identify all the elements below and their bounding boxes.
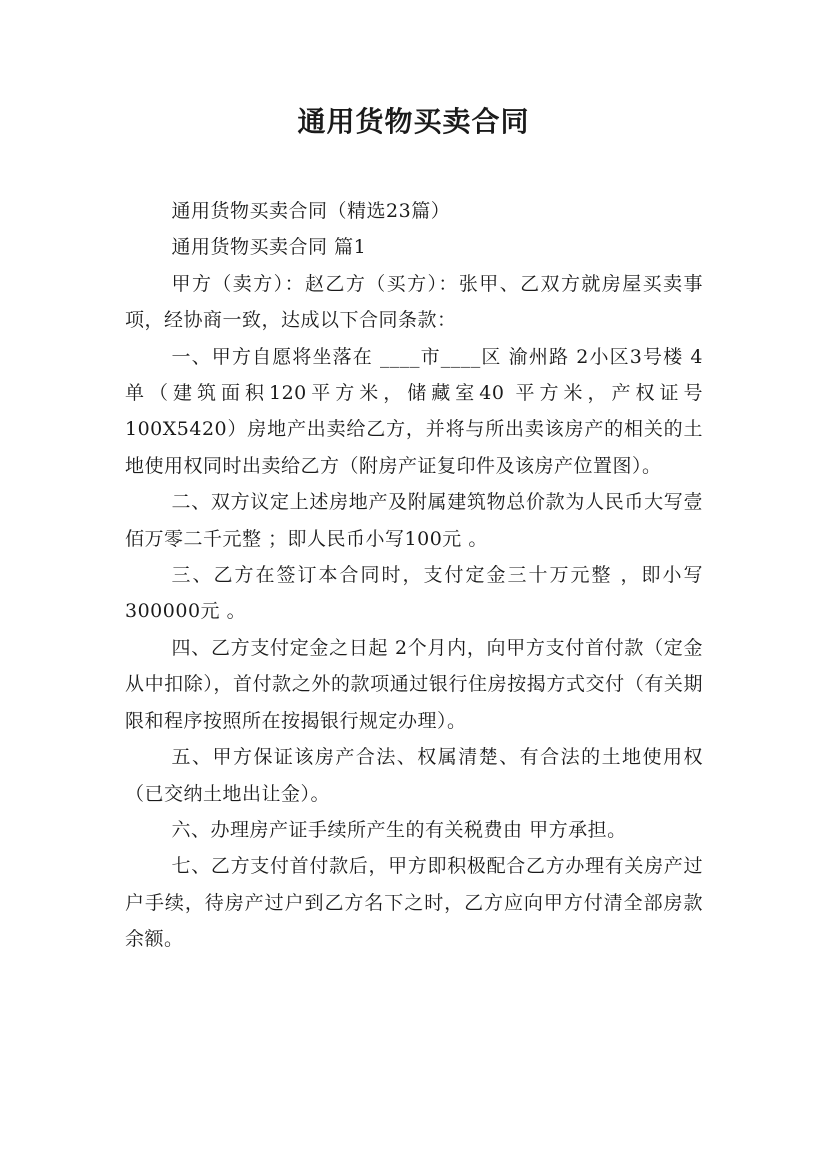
paragraph-clause-7: 七、乙方支付首付款后，甲方即积极配合乙方办理有关房产过户手续，待房产过户到乙方名下之时，乙方应向甲方付清全部房款余额。 (125, 855, 703, 951)
paragraph-section-heading: 通用货物买卖合同 篇1 (171, 236, 367, 259)
paragraph-clause-6: 六、办理房产证手续所产生的有关税费由 甲方承担。 (171, 818, 627, 841)
paragraph-clause-2: 二、双方议定上述房地产及附属建筑物总价款为人民币大写壹佰万零二千元整 ；即人民币小写100元 。 (125, 491, 703, 550)
paragraph-clause-1: 一、甲方自愿将坐落在 ____市____区 渝州路 2小区3号楼 4单（建筑面积120平方米，储藏室40 平方米，产权证号 100X5420）房地产出卖给乙方，并将与所出卖该房产的相关的土地使用权同时出卖给乙方（附房产证复印件及该房产位置图）。 (125, 345, 703, 477)
paragraph-collection-title: 通用货物买卖合同（精选23篇） (171, 200, 451, 222)
paragraph-clause-5: 五、甲方保证该房产合法、权属清楚、有合法的土地使用权（已交纳土地出让金）。 (125, 746, 703, 805)
document-body (125, 193, 703, 958)
paragraph-clause-4: 四、乙方支付定金之日起 2个月内，向甲方支付首付款（定金从中扣除），首付款之外的款项通过银行住房按揭方式交付（有关期限和程序按照所在按揭银行规定办理）。 (125, 636, 703, 732)
document-title: 通用货物买卖合同 (297, 105, 530, 138)
paragraph-parties: 甲方（卖方）：赵乙方（买方）：张甲、乙双方就房屋买卖事项，经协商一致，达成以下合同条款： (125, 272, 703, 332)
paragraph-clause-3: 三、乙方在签订本合同时，支付定金三十万元整 ，即小写 300000元 。 (125, 564, 703, 623)
